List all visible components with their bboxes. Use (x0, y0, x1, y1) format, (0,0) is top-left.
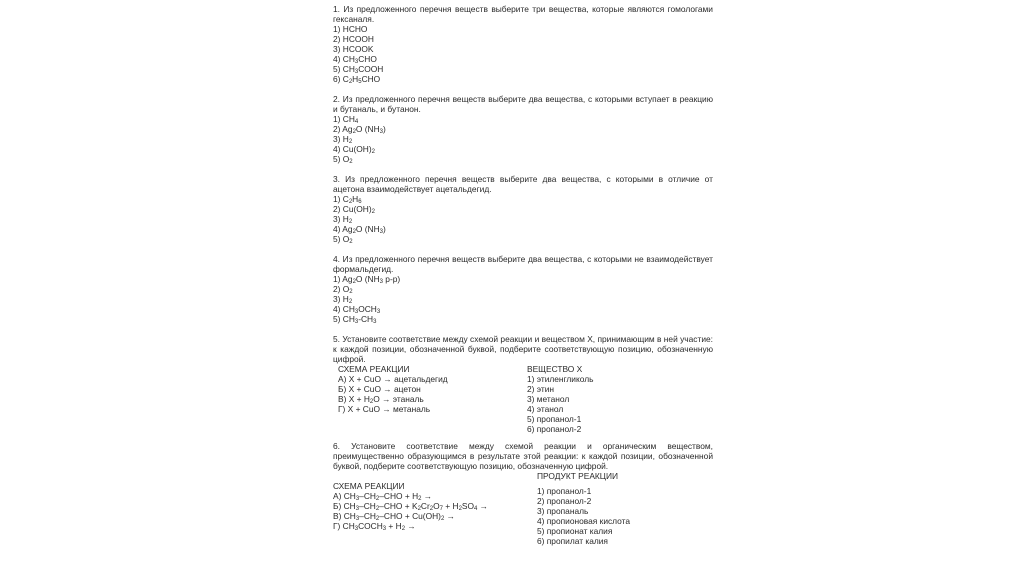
q4-options (333, 274, 713, 324)
q6-right-item: 5) пропионат калия (537, 526, 613, 536)
q2-option: 1) $CH_4$ (333, 114, 359, 125)
q2-option: 2) $Ag_2O$ $(NH_3)$ (333, 124, 386, 135)
q2-option: 5) $O_2$ (333, 154, 353, 165)
q5-left-item: А) X + CuO → ацетальдегид (338, 374, 448, 384)
q5-left-item: В) $X + H_2O$ → этаналь (338, 394, 424, 405)
q5-right-item: 2) этин (527, 384, 555, 394)
q1-option: 5) $CH_3COOH$ (333, 64, 384, 75)
q6-right-item: 3) пропаналь (537, 506, 589, 516)
q4-option: 4) $CH_3OCH_3$ (333, 304, 381, 315)
q3-option: 3) $H_2$ (333, 214, 353, 225)
q6-text: 6. Установите соответствие между схемой реакции и органическим веществом, преимущественно образующимся в результате этой реакции: к каждой позиции, обозначенной буквой, подберите соответствующую позицию, обозначенную цифрой. (333, 441, 713, 471)
q6-left-item: Г) $CH_3COCH_3 + H_2$ → (333, 521, 416, 532)
q5-right-item: 5) пропанол-1 (527, 414, 582, 424)
q6-left-header: СХЕМА РЕАКЦИИ (333, 481, 405, 491)
q5-left-column (338, 364, 448, 414)
q1-option: 3) HCOOK (333, 44, 374, 54)
q4-option: 2) $O_2$ (333, 284, 353, 295)
q5-right-header: ВЕЩЕСТВО Х (527, 364, 583, 374)
q6-right-item: 6) пропилат калия (537, 536, 608, 546)
q2-options (333, 114, 713, 164)
q3-option: 4) $Ag_2O$ $(NH_3)$ (333, 224, 386, 235)
document-page (333, 4, 713, 551)
q6-left-column (333, 481, 488, 531)
q5-right-item: 6) пропанол-2 (527, 424, 582, 434)
q6-left-item: Б) $CH_3-CH_2$–CHO + $K_2Cr_2O_7 + H_2SO_4$ → (333, 501, 489, 512)
q2-option: 3) $H_2$ (333, 134, 353, 145)
q3-option: 5) $O_2$ (333, 234, 353, 245)
q5-left-header: СХЕМА РЕАКЦИИ (338, 364, 410, 374)
q3-options (333, 194, 713, 244)
q3-option: 2) $Cu(OH)_2$ (333, 204, 375, 215)
q6-left-item: В) $CH_3-CH_2$–CHO + $Cu(OH)_2$ → (333, 511, 455, 522)
q4-option: 3) $H_2$ (333, 294, 353, 305)
q5-right-item: 4) этанол (527, 404, 564, 414)
q6-right-header: ПРОДУКТ РЕАКЦИИ (537, 471, 619, 481)
q5-right-item: 3) метанол (527, 394, 570, 404)
q6-match-table (333, 471, 713, 551)
q6-right-item: 1) пропанол-1 (537, 486, 592, 496)
q4-option: 5) $CH_3-CH_3$ (333, 314, 377, 325)
q1-option: 4) $CH_3CHO$ (333, 54, 377, 65)
q1-text: 1. Из предложенного перечня веществ выберите три вещества, которые являются гомологами гексаналя. (333, 4, 713, 24)
q4-text: 4. Из предложенного перечня веществ выберите два вещества, с которыми не взаимодействует формальдегид. (333, 254, 713, 274)
q6-right-item: 4) пропионовая кислота (537, 516, 631, 526)
q1-option: 1) HCHO (333, 24, 368, 34)
q6-right-item: 2) пропанол-2 (537, 496, 592, 506)
q4-option: 1) $Ag_2O$ ($NH_3$ р-р) (333, 274, 401, 285)
q5-right-item: 1) этиленгликоль (527, 374, 594, 384)
q2-option: 4) $Cu(OH)_2$ (333, 144, 375, 155)
q5-left-item: Г) X + CuO → метаналь (338, 404, 431, 414)
q5-text: 5. Установите соответствие между схемой реакции и веществом Х, принимающим в ней участие: к каждой позиции, обозначенной буквой, подберите соответствующую позицию, обозначенную цифрой. (333, 334, 713, 364)
q5-left-item: Б) X + CuO → ацетон (338, 384, 421, 394)
q2-text: 2. Из предложенного перечня веществ выберите два вещества, с которыми вступает в реакцию и бутаналь, и бутанон. (333, 94, 713, 114)
q3-text: 3. Из предложенного перечня веществ выберите два вещества, с которыми в отличие от ацетона взаимодействует ацетальдегид. (333, 174, 713, 194)
q1-option: 6) $C_2H_5CHO$ (333, 74, 381, 85)
q3-option: 1) $C_2H_6$ (333, 194, 362, 205)
q5-right-column (527, 364, 593, 434)
q1-options (333, 24, 713, 84)
q6-left-item: А) $CH_3-CH_2$–CHO + $H_2$ → (333, 491, 433, 502)
q5-match-table (333, 364, 713, 434)
q1-option: 2) HCOOH (333, 34, 374, 44)
q6-right-column (537, 471, 630, 546)
